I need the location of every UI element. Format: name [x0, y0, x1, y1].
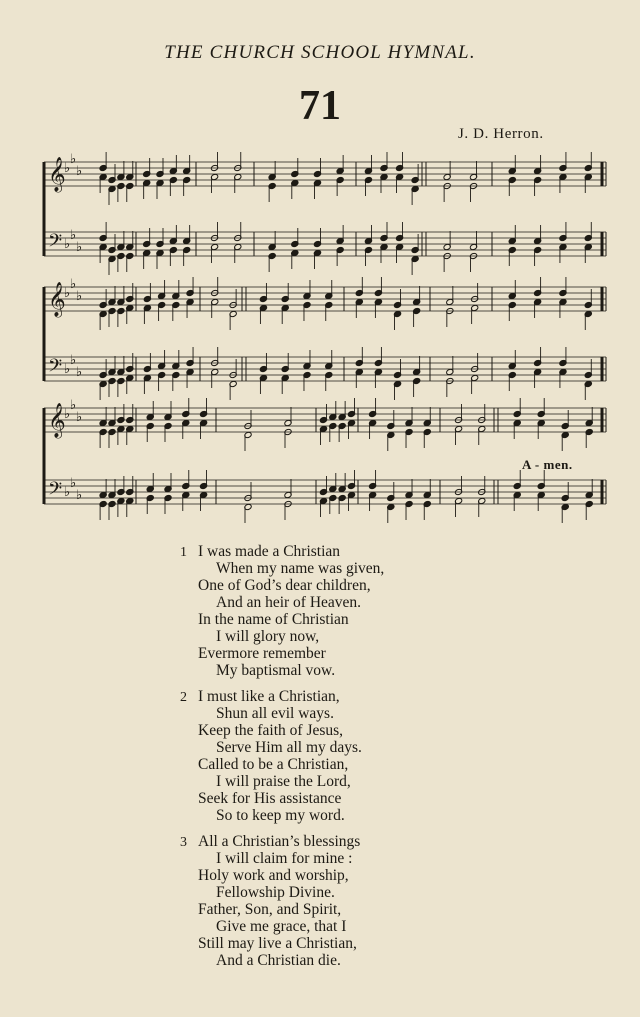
hymn-number: 71	[299, 83, 341, 129]
flat-sign-icon: ♭	[70, 277, 77, 292]
verse-line: My baptismal vow.	[216, 662, 336, 679]
verse-line: Keep the faith of Jesus,	[198, 722, 344, 739]
flat-sign-icon: ♭	[76, 488, 83, 503]
treble-clef-icon: 𝄞	[48, 157, 66, 192]
flat-sign-icon: ♭	[64, 237, 71, 252]
verse-line: Holy work and worship,	[198, 867, 349, 884]
bass-clef-icon: 𝄢	[48, 231, 63, 256]
flat-sign-icon: ♭	[64, 407, 71, 422]
running-title: THE CHURCH SCHOOL HYMNAL.	[164, 42, 476, 63]
treble-clef-icon: 𝄞	[48, 282, 66, 317]
flat-sign-icon: ♭	[76, 289, 83, 304]
flat-sign-icon: ♭	[76, 240, 83, 255]
verse-number: 1	[180, 545, 187, 560]
flat-sign-icon: ♭	[70, 152, 77, 167]
verse-line: I will praise the Lord,	[216, 773, 351, 790]
verse-2	[180, 688, 510, 824]
verse-line: In the name of Christian	[198, 611, 349, 628]
verses-block	[180, 543, 510, 978]
verse-number: 2	[180, 690, 187, 705]
verse-line: Evermore remember	[198, 645, 326, 662]
verse-line: I was made a Christian	[198, 543, 341, 560]
amen-label: A - men.	[522, 457, 573, 472]
flat-sign-icon: ♭	[70, 353, 77, 368]
verse-line: Called to be a Christian,	[198, 756, 349, 773]
flat-sign-icon: ♭	[64, 161, 71, 176]
verse-line: Seek for His assistance	[198, 790, 342, 807]
flat-sign-icon: ♭	[64, 286, 71, 301]
music-score	[40, 150, 610, 535]
verse-line: I will claim for mine :	[216, 850, 353, 867]
verse-line: Shun all evil ways.	[216, 705, 334, 722]
flat-sign-icon: ♭	[76, 365, 83, 380]
verse-line: And an heir of Heaven.	[216, 594, 362, 611]
verse-line: So to keep my word.	[216, 807, 345, 824]
verse-line: Fellowship Divine.	[216, 884, 335, 901]
verse-line: One of God’s dear children,	[198, 577, 371, 594]
flat-sign-icon: ♭	[64, 485, 71, 500]
verse-line: And a Christian die.	[216, 952, 341, 969]
bass-clef-icon: 𝄢	[48, 479, 63, 504]
verse-line: Give me grace, that I	[216, 918, 347, 935]
verse-number: 3	[180, 835, 187, 850]
verse-line: When my name was given,	[216, 560, 385, 577]
treble-clef-icon: 𝄞	[48, 403, 66, 438]
verse-line: All a Christian’s blessings	[198, 833, 361, 850]
flat-sign-icon: ♭	[76, 410, 83, 425]
flat-sign-icon: ♭	[70, 228, 77, 243]
verse-line: Still may live a Christian,	[198, 935, 357, 952]
verse-3	[180, 833, 510, 969]
composer-credit: J. D. Herron.	[458, 126, 544, 142]
flat-sign-icon: ♭	[64, 362, 71, 377]
bass-clef-icon: 𝄢	[48, 356, 63, 381]
flat-sign-icon: ♭	[76, 164, 83, 179]
verse-1	[180, 543, 510, 679]
verse-line: Serve Him all my days.	[216, 739, 362, 756]
verse-line: I will glory now,	[216, 628, 320, 645]
verse-line: Father, Son, and Spirit,	[198, 901, 342, 918]
flat-sign-icon: ♭	[70, 398, 77, 413]
flat-sign-icon: ♭	[70, 476, 77, 491]
verse-line: I must like a Christian,	[198, 688, 340, 705]
